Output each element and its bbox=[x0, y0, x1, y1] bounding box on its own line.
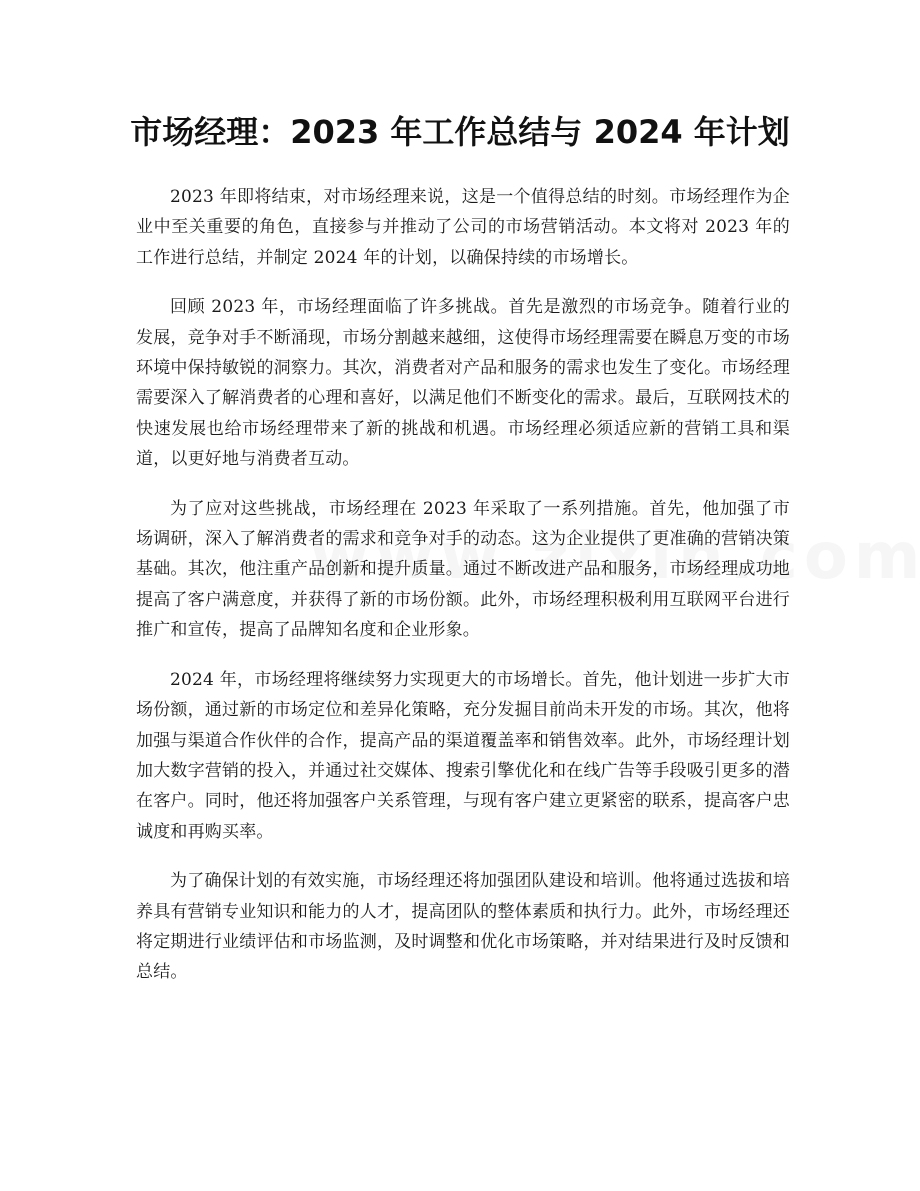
paragraph-team-building: 为了确保计划的有效实施，市场经理还将加强团队建设和培训。他将通过选拔和培养具有营销专业知识和能力的人才，提高团队的整体素质和执行力。此外，市场经理还将定期进行业绩评估和市场监测，及时调整和优化市场策略，并对结果进行及时反馈和总结。 bbox=[136, 871, 790, 983]
paragraph-review-2023: 回顾 2023 年，市场经理面临了许多挑战。首先是激烈的市场竞争。随着行业的发展，竞争对手不断涌现，市场分割越来越细，这使得市场经理需要在瞬息万变的市场环境中保持敏锐的洞察力。其次，消费者对产品和服务的需求也发生了变化。市场经理需要深入了解消费者的心理和喜好，以满足他们不断变化的需求。最后，互联网技术的快速发展也给市场经理带来了新的挑战和机遇。市场经理必须适应新的营销工具和渠道，以更好地与消费者互动。 bbox=[136, 297, 790, 470]
paragraph-plan-2024: 2024 年，市场经理将继续努力实现更大的市场增长。首先，他计划进一步扩大市场份额，通过新的市场定位和差异化策略，充分发掘目前尚未开发的市场。其次，他将加强与渠道合作伙伴的合作，提高产品的渠道覆盖率和销售效率。此外，市场经理计划加大数字营销的投入，并通过社交媒体、搜索引擎优化和在线广告等手段吸引更多的潜在客户。同时，他还将加强客户关系管理，与现有客户建立更紧密的联系，提高客户忠诚度和再购买率。 bbox=[136, 669, 790, 842]
paragraph-intro: 2023 年即将结束，对市场经理来说，这是一个值得总结的时刻。市场经理作为企业中至关重要的角色，直接参与并推动了公司的市场营销活动。本文将对 2023 年的工作进行总结，并制定 2024 年的计划，以确保持续的市场增长。 bbox=[136, 187, 790, 268]
document-body bbox=[136, 182, 790, 1007]
paragraph-measures-2023: 为了应对这些挑战，市场经理在 2023 年采取了一系列措施。首先，他加强了市场调研，深入了解消费者的需求和竞争对手的动态。这为企业提供了更准确的营销决策基础。其次，他注重产品创新和提升质量。通过不断改进产品和服务，市场经理成功地提高了客户满意度，并获得了新的市场份额。此外，市场经理积极利用互联网平台进行推广和宣传，提高了品牌知名度和企业形象。 bbox=[136, 498, 790, 641]
document-title: 市场经理：2023 年工作总结与 2024 年计划 bbox=[130, 113, 790, 151]
